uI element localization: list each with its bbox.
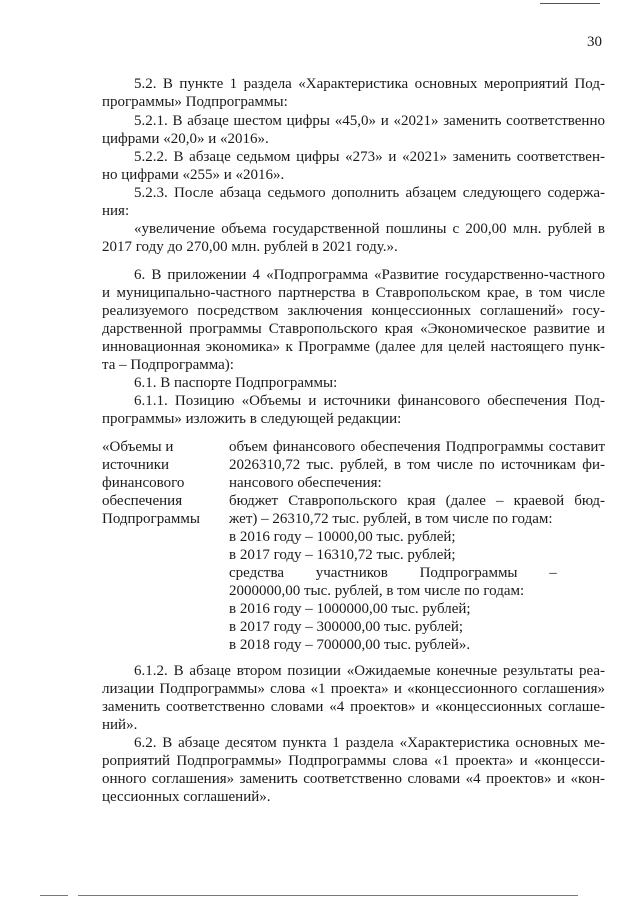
item-6-1-2-line-4: ний». xyxy=(102,717,138,733)
item-5-2-3-line-1: 5.2.3. После абзаца седьмого дополнить абзацем следующего содержа- xyxy=(134,185,605,201)
section-5-2-line-1: 5.2. В пункте 1 раздела «Характеристика основных мероприятий Под- xyxy=(134,76,605,92)
bottom-edge-rule-left xyxy=(40,895,68,896)
item-6-2-line-3: онного соглашения» заменить соответственно словами «4 проектов» и «кон- xyxy=(102,771,605,787)
section-6-intro-line-5: инновационная экономика» к Программе (далее для целей настоящего пунк- xyxy=(102,339,605,355)
table-value-line-2: 2026310,72 тыс. рублей, в том числе по источникам фи- xyxy=(229,457,605,473)
item-6-2-line-4: цессионных соглашений». xyxy=(102,789,271,805)
table-value-line-7: в 2017 году – 16310,72 тыс. рублей; xyxy=(229,547,456,563)
item-6-1-1-line-1: 6.1.1. Позицию «Объемы и источники финансового обеспечения Под- xyxy=(134,393,605,409)
quote-line-2: 2017 году до 270,00 млн. рублей в 2021 году.». xyxy=(102,239,398,255)
table-label-line-1: «Объемы и xyxy=(102,439,174,455)
section-6-intro-line-3: реализуемого посредством заключения концессионных соглашений» госу- xyxy=(102,303,605,319)
page-number: 30 xyxy=(587,34,602,50)
item-5-2-1-line-2: цифрами «20,0» и «2016». xyxy=(102,131,269,147)
quote-line-1: «увеличение объема государственной пошлины с 200,00 млн. рублей в xyxy=(134,221,605,237)
item-6-1-1-line-2: программы» изложить в следующей редакции: xyxy=(102,411,402,427)
item-6-1-2-line-2: лизации Подпрограммы» слова «1 проекта» и «концессионного соглашения» xyxy=(102,681,605,697)
table-value-line-5: жет) – 26310,72 тыс. рублей, в том числе по годам: xyxy=(229,511,553,527)
item-6-1: 6.1. В паспорте Подпрограммы: xyxy=(134,375,338,391)
item-6-1-2-line-3: заменить соответственно словами «4 проектов» и «концессионных соглаше- xyxy=(102,699,605,715)
table-value-line-1: объем финансового обеспечения Подпрограммы составит xyxy=(229,439,605,455)
item-5-2-3-line-2: ния: xyxy=(102,203,130,219)
section-6-intro-line-2: и муниципально-частного партнерства в Ставропольском крае, в том числе xyxy=(102,285,605,301)
item-5-2-1-line-1: 5.2.1. В абзаце шестом цифры «45,0» и «2021» заменить соответственно xyxy=(134,113,605,129)
section-6-intro-line-1: 6. В приложении 4 «Подпрограмма «Развитие государственно-частного xyxy=(134,267,605,283)
item-6-2-line-2: роприятий Подпрограммы» Подпрограммы слова «1 проекта» и «концесси- xyxy=(102,753,605,769)
table-value-line-4: бюджет Ставропольского края (далее – краевой бюд- xyxy=(229,493,605,509)
table-label-line-2: источники xyxy=(102,457,170,473)
table-value-line-9: 2000000,00 тыс. рублей, в том числе по годам: xyxy=(229,583,525,599)
table-value-line-6: в 2016 году – 10000,00 тыс. рублей; xyxy=(229,529,456,545)
table-value-line-12: в 2018 году – 700000,00 тыс. рублей». xyxy=(229,637,471,653)
section-6-intro-line-4: дарственной программы Ставропольского края «Экономическое развитие и xyxy=(102,321,605,337)
table-value-line-8: средства участников Подпрограммы – xyxy=(229,565,557,581)
item-6-2-line-1: 6.2. В абзаце десятом пункта 1 раздела «Характеристика основных ме- xyxy=(134,735,605,751)
table-label-line-4: обеспечения xyxy=(102,493,183,509)
table-label-line-5: Подпрограммы xyxy=(102,511,200,527)
item-6-1-2-line-1: 6.1.2. В абзаце втором позиции «Ожидаемые конечные результаты реа- xyxy=(134,663,605,679)
item-5-2-2-line-2: но цифрами «255» и «2016». xyxy=(102,167,285,183)
section-6-intro-line-6: та – Подпрограмма): xyxy=(102,357,234,373)
bottom-edge-rule xyxy=(78,895,578,896)
table-value-line-10: в 2016 году – 1000000,00 тыс. рублей; xyxy=(229,601,471,617)
table-value-line-11: в 2017 году – 300000,00 тыс. рублей; xyxy=(229,619,464,635)
item-5-2-2-line-1: 5.2.2. В абзаце седьмом цифры «273» и «2021» заменить соответствен- xyxy=(134,149,605,165)
top-edge-rule xyxy=(540,3,600,4)
section-5-2-line-2: программы» Подпрограммы: xyxy=(102,94,288,110)
table-label-line-3: финансового xyxy=(102,475,185,491)
table-value-line-3: нансового обеспечения: xyxy=(229,475,382,491)
